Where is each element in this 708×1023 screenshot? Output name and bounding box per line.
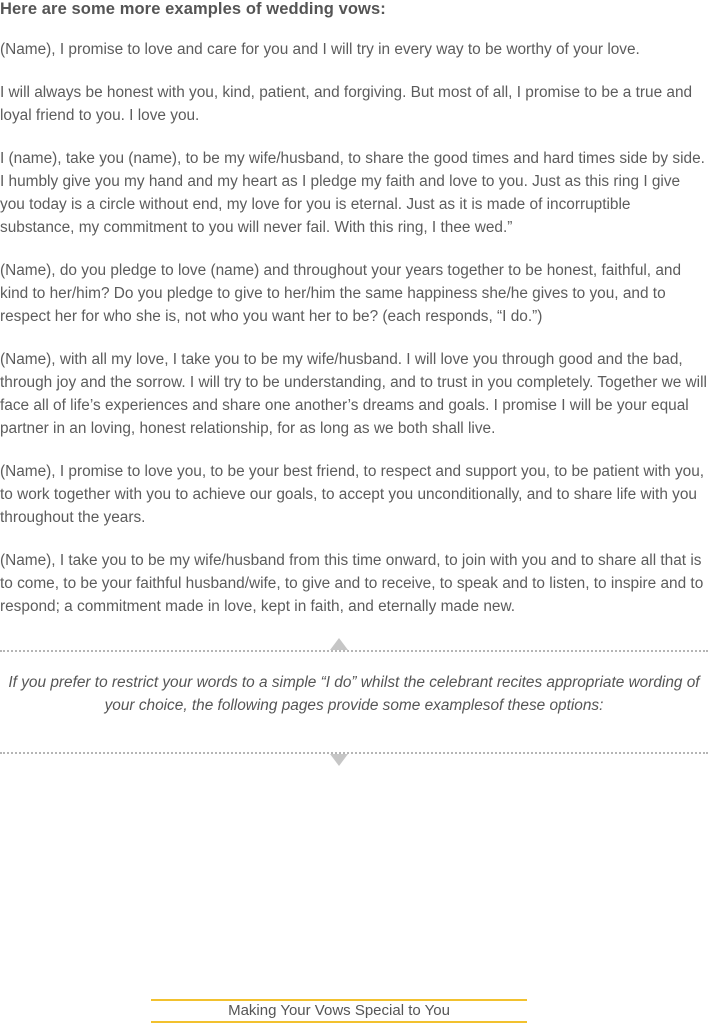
vow-paragraph: (Name), I promise to love and care for you and I will try in every way to be worthy of your love. [0,41,640,58]
dotted-divider-bottom [0,752,708,754]
vow-paragraph: (Name), with all my love, I take you to be my wife/husband. I will love you through good and the bad, through joy and the sorrow. I will try to be understanding, and to trust in you completely. Together we will face all of life’s experiences and share one another’s dreams and goals. I promise I will be your equal partner in an loving, honest relationship, for as long as we both shall live. [0,351,707,437]
italic-note: If you prefer to restrict your words to a simple “I do” whilst the celebrant recites appropriate wording of your choice, the following pages provide some examplesof these options: [8,674,700,714]
vow-paragraph: I (name), take you (name), to be my wife/husband, to share the good times and hard times side by side. I humbly give you my hand and my heart as I pledge my faith and love to you. Just as this ring I give you today is a circle without end, my love for you is eternal. Just as it is made of incorruptible substance, my commitment to you will never fail. With this ring, I thee wed.” [0,150,705,236]
page-heading: Here are some more examples of wedding vows: [0,0,386,18]
vow-paragraph: (Name), do you pledge to love (name) and throughout your years together to be honest, faithful, and kind to her/him? Do you pledge to give to her/him the same happiness she/he gives to you, and to respect her for who she is, not who you want her to be? (each responds, “I do.”) [0,262,682,325]
dotted-divider-top [0,650,708,652]
vows-list [0,38,708,638]
triangle-down-icon [330,754,348,766]
vow-paragraph: I will always be honest with you, kind, patient, and forgiving. But most of all, I promise to be a true and loyal friend to you. I love you. [0,84,693,124]
page-footer: Making Your Vows Special to You [151,999,527,1023]
triangle-up-icon [330,638,348,650]
vow-paragraph: (Name), I promise to love you, to be your best friend, to respect and support you, to be patient with you, to work together with you to achieve our goals, to accept you unconditionally, and to share life with you throughout the years. [0,463,705,526]
vow-paragraph: (Name), I take you to be my wife/husband from this time onward, to join with you and to share all that is to come, to be your faithful husband/wife, to give and to receive, to speak and to listen, to inspire and to respond; a commitment made in love, kept in faith, and eternally made new. [0,552,704,615]
